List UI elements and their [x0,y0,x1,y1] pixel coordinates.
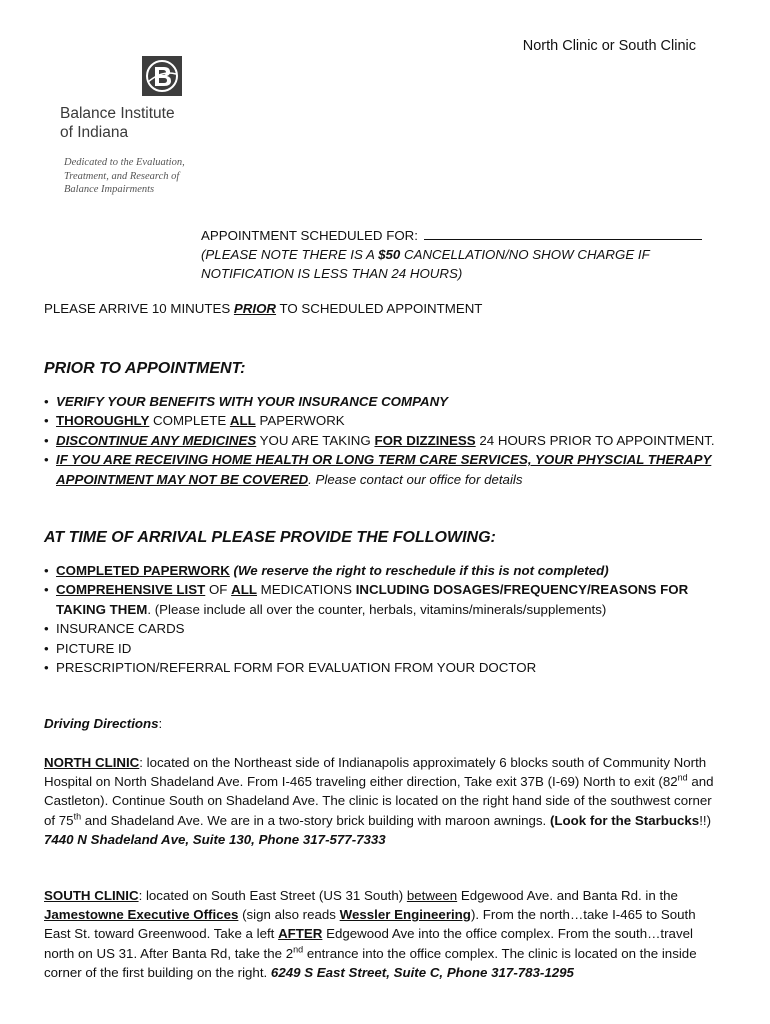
item-text: COMPREHENSIVE LIST [56,582,206,598]
cancellation-note-line2: NOTIFICATION IS LESS THAN 24 HOURS) [201,266,463,281]
list-item [44,580,724,619]
item-text: ALL [229,413,256,429]
superscript: th [73,811,82,822]
item-text: . (Please include all over the counter, herbals, vitamins/minerals/supplements) [147,601,607,617]
para-text: Edgewood Ave. and Banta Rd. in the [457,888,678,903]
superscript: nd [293,944,304,955]
item-text: INSURANCE CARDS [56,621,185,637]
note-text: CANCELLATION/NO SHOW CHARGE IF [400,247,650,262]
item-text: COMPLETE [149,413,230,429]
para-text: !!) [699,812,712,828]
item-text: (We reserve the right to reschedule if this is not completed) [229,563,609,578]
list-item [44,619,724,638]
starbucks-note: (Look for the Starbucks [549,812,700,828]
organization-name [60,104,175,142]
para-text: entrance into the office complex. The clinic is located on the inside corner of the first building on the right. [44,945,697,980]
tagline-line2: Treatment, and Research of [64,170,180,182]
list-item [44,411,724,430]
list-item [44,431,724,450]
south-clinic-title: SOUTH CLINIC [44,888,139,903]
arrive-text: TO SCHEDULED APPOINTMENT [276,301,483,316]
appointment-block [201,226,702,283]
para-text: (sign also reads [238,907,340,923]
item-text: PICTURE ID [56,640,132,656]
item-text: MEDICATIONS [256,582,356,598]
item-text: FOR DIZZINESS [374,432,476,448]
list-item [44,392,724,411]
organization-name-line1: Balance Institute [60,105,175,122]
item-text: THOROUGHLY [56,413,150,429]
para-text: Edgewood Ave into the office complex. From the south…travel north on US 31. After Banta Rd, take the 2 [44,926,693,961]
item-text: 24 HOURS PRIOR TO APPOINTMENT. [475,432,715,448]
north-clinic-directions [44,753,724,849]
item-text: VERIFY YOUR BENEFITS WITH YOUR INSURANCE COMPANY [56,394,449,409]
item-text: YOU ARE TAKING [256,432,375,448]
item-text: OF [205,582,232,598]
office-complex-name: Jamestowne Executive Offices [44,907,239,923]
para-text: and Shadeland Ave. We are in a two-story brick building with maroon awnings. [81,812,550,828]
north-clinic-address: 7440 N Shadeland Ave, Suite 130, Phone 317-577-7333 [44,831,386,847]
prior-list [44,392,724,489]
item-text: . Please contact our office for details [308,471,523,487]
driving-directions-colon: : [158,716,163,731]
arrival-heading: AT TIME OF ARRIVAL PLEASE PROVIDE THE FOLLOWING: [44,529,496,546]
para-text: : located on South East Street (US 31 South) [138,888,407,903]
balance-institute-logo-icon [142,56,182,96]
superscript: nd [677,772,688,783]
driving-directions-label [44,716,162,731]
list-item [44,658,724,677]
appointment-scheduled-row [201,226,702,245]
north-clinic-title: NORTH CLINIC [44,755,140,770]
sign-name: Wessler Engineering [339,907,471,923]
para-text: between [406,888,458,903]
para-text: ). From the north…take I-465 to South East St. toward Greenwood. Take a left [44,907,696,942]
prior-heading: PRIOR TO APPOINTMENT: [44,360,246,377]
cancellation-note [201,245,702,264]
para-text: and Castleton). Continue South on Shadeland Ave. The clinic is located on the right hand side of the southwest corner of 75 [44,774,714,828]
note-text: (PLEASE NOTE THERE IS A [201,247,379,262]
list-item [44,450,724,489]
item-text: INCLUDING DOSAGES/FREQUENCY/REASONS FOR TAKING THEM [56,582,689,617]
item-text: PRESCRIPTION/REFERRAL FORM FOR EVALUATION FROM YOUR DOCTOR [56,660,537,676]
organization-name-line2: of Indiana [60,124,129,141]
clinic-choice: North Clinic or South Clinic [522,38,696,54]
arrive-prior-emphasis: PRIOR [233,301,277,316]
appointment-date-blank [424,226,702,240]
list-item [44,639,724,658]
item-text: IF YOU ARE RECEIVING HOME HEALTH OR LONG TERM CARE SERVICES, YOUR PHYSCIAL THERAPY APPOINTMENT MAY NOT BE COVERED [56,452,712,487]
item-text: PAPERWORK [255,413,345,429]
list-item [44,561,724,580]
organization-tagline [64,156,185,197]
item-text: COMPLETED PAPERWORK [56,563,230,578]
item-text: ALL [231,582,257,598]
para-text: AFTER [278,926,323,942]
para-text: : located on the Northeast side of Indianapolis approximately 6 blocks south of Community North Hospital on North Shadeland Ave. From I-465 traveling either direction, Take exit 37B (I-69) North to exit (82 [44,755,707,790]
appointment-scheduled-label: APPOINTMENT SCHEDULED FOR: [201,228,418,243]
tagline-line3: Balance Impairments [64,184,155,195]
south-clinic-address: 6249 S East Street, Suite C, Phone 317-783-1295 [270,964,574,980]
cancellation-fee: $50 [378,247,401,262]
arrival-list [44,561,724,677]
arrival-instruction [44,301,482,316]
driving-directions-text: Driving Directions [44,716,159,731]
south-clinic-directions [44,886,724,982]
item-text: DISCONTINUE ANY MEDICINES [56,432,257,448]
tagline-line1: Dedicated to the Evaluation, [64,157,185,168]
arrive-text: PLEASE ARRIVE 10 MINUTES [44,301,234,316]
